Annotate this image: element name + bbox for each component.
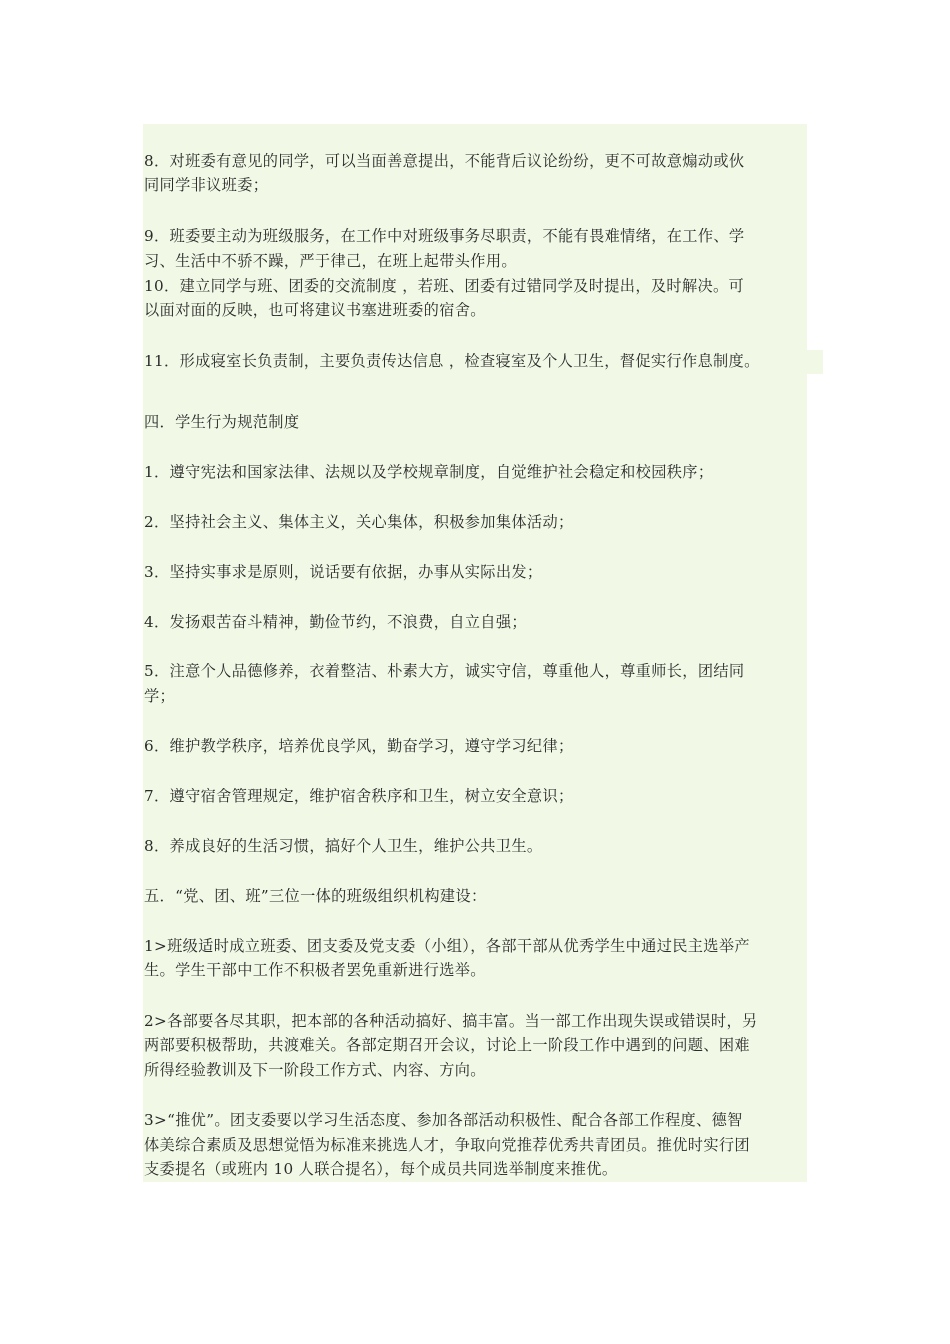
paragraph-9-line-1: 9．班委要主动为班级服务，在工作中对班级事务尽职责，不能有畏难情绪，在工作、学 — [144, 227, 745, 245]
org-item-2-line-3: 所得经验教训及下一阶段工作方式、内容、方向。 — [144, 1061, 486, 1079]
org-item-3-line-1: 3>“推优”。团支委要以学习生活态度、参加各部活动积极性、配合各部工作程度、德智 — [144, 1111, 743, 1129]
paragraph-8-line-1: 8．对班委有意见的同学，可以当面善意提出，不能背后议论纷纷，更不可故意煽动或伙 — [144, 152, 745, 170]
rule-7: 7．遵守宿舍管理规定，维护宿舍秩序和卫生，树立安全意识； — [144, 787, 574, 805]
org-item-3-line-2: 体美综合素质及思想觉悟为标准来挑选人才，争取向党推荐优秀共青团员。推优时实行团 — [144, 1136, 750, 1154]
rule-6: 6．维护教学秩序，培养优良学风，勤奋学习，遵守学习纪律； — [144, 737, 574, 755]
org-item-3-line-3: 支委提名（或班内 10 人联合提名），每个成员共同选举制度来推优。 — [144, 1160, 618, 1178]
section-heading-5: 五．“党、团、班”三位一体的班级组织机构建设： — [144, 887, 487, 905]
paragraph-11: 11．形成寝室长负责制，主要负责传达信息 ，检查寝室及个人卫生，督促实行作息制度。 — [144, 352, 760, 370]
org-item-2-line-2: 两部要积极帮助，共渡难关。各部定期召开会议，讨论上一阶段工作中遇到的问题、困难 — [144, 1036, 750, 1054]
section-heading-4: 四．学生行为规范制度 — [144, 413, 300, 431]
rule-1: 1．遵守宪法和国家法律、法规以及学校规章制度，自觉维护社会稳定和校园秩序； — [144, 463, 714, 481]
rule-4: 4．发扬艰苦奋斗精神，勤俭节约，不浪费，自立自强； — [144, 613, 527, 631]
rule-5-line-1: 5．注意个人品德修养，衣着整洁、朴素大方，诚实守信，尊重他人，尊重师长，团结同 — [144, 662, 745, 680]
org-item-1-line-1: 1>班级适时成立班委、团支委及党支委（小组），各部干部从优秀学生中通过民主选举产 — [144, 937, 750, 955]
paragraph-9-line-2: 习、生活中不骄不躁，严于律己，在班上起带头作用。 — [144, 252, 517, 270]
paragraph-10-line-2: 以面对面的反映，也可将建议书塞进班委的宿舍。 — [144, 301, 486, 319]
paragraph-8-line-2: 同同学非议班委； — [144, 176, 269, 194]
rule-2: 2．坚持社会主义、集体主义，关心集体，积极参加集体活动； — [144, 513, 574, 531]
rule-8: 8．养成良好的生活习惯，搞好个人卫生，维护公共卫生。 — [144, 837, 543, 855]
rule-5-line-2: 学； — [144, 687, 176, 705]
paragraph-10-line-1: 10．建立同学与班、团委的交流制度 ，若班、团委有过错同学及时提出，及时解决。可 — [144, 277, 745, 295]
rule-3: 3．坚持实事求是原则，说话要有依据，办事从实际出发； — [144, 563, 543, 581]
org-item-2-line-1: 2>各部要各尽其职，把本部的各种活动搞好、搞丰富。当一部工作出现失误或错误时，另 — [144, 1012, 758, 1030]
org-item-1-line-2: 生。学生干部中工作不积极者罢免重新进行选举。 — [144, 961, 486, 979]
